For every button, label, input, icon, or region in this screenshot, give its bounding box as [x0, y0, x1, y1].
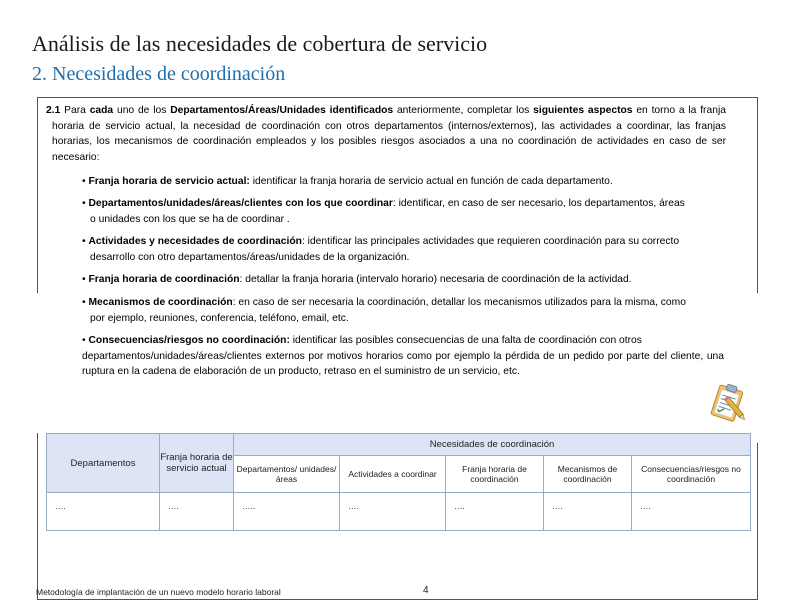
- col-header-franja-actual: Franja horaria de servicio actual: [160, 434, 234, 493]
- list-item: • Departamentos/unidades/áreas/clientes con los que coordinar: identificar, en caso de ser necesario, los departamentos, áreas o unidades con los que se ha de coordinar .: [82, 198, 685, 225]
- subheader-actividades: Actividades a coordinar: [340, 456, 446, 493]
- list-item: • Actividades y necesidades de coordinación: identificar las principales actividades que requieren coordinación para su correcto desarrollo con otro departamentos/áreas/unidades de la organización.: [82, 236, 680, 263]
- intro-bold: cada: [89, 105, 114, 116]
- intro-text: uno de los: [113, 105, 171, 116]
- subheader-departamentos-unidades: Departamentos/ unidades/ áreas: [234, 456, 340, 493]
- intro-text: anteriormente, completar los: [393, 105, 534, 116]
- clipboard-pencil-icon: [705, 380, 751, 426]
- intro-bold: Departamentos/Áreas/Unidades identificados: [170, 105, 394, 116]
- table-cell[interactable]: ….: [632, 493, 751, 531]
- table-cell[interactable]: ….: [446, 493, 544, 531]
- subheader-mecanismos: Mecanismos de coordinación: [544, 456, 632, 493]
- footer-text: Metodología de implantación de un nuevo modelo horario laboral: [36, 587, 281, 597]
- section-subtitle: 2. Necesidades de coordinación: [32, 63, 286, 85]
- col-header-departamentos: Departamentos: [47, 434, 160, 493]
- list-item: • Franja horaria de coordinación: detallar la franja horaria (intervalo horario) necesaria de coordinación de la actividad.: [82, 274, 632, 285]
- table-cell[interactable]: …..: [234, 493, 340, 531]
- intro-text: en torno a la franja horaria de servicio actual, la necesidad de coordinación con otros departamentos (internos/externos), las actividades a coordinar, las franjas horarias, los mecanismos de coordinación empleados y los posibles riesgos asociados a una no coordinación de actividades en caso de ser necesario:: [52, 105, 726, 163]
- table-cell[interactable]: ….: [544, 493, 632, 531]
- intro-text: Para: [60, 105, 90, 116]
- page-title: Análisis de las necesidades de cobertura de servicio: [32, 31, 488, 56]
- table-cell[interactable]: ….: [160, 493, 234, 531]
- list-item: • Mecanismos de coordinación: en caso de ser necesaria la coordinación, detallar los mecanismos utilizados para la misma, como por ejemplo, reuniones, conferencia, teléfono, email, etc.: [82, 297, 686, 324]
- coordination-table: [46, 433, 751, 531]
- list-item: • Consecuencias/riesgos no coordinación: identificar las posibles consecuencias de una falta de coordinación con otros departamentos/unidades/áreas/clientes externos por motivos horarios como por ejemplo la pérdida de un pedido por parte del cliente, una ruptura en la cadena de elaboración de un producto, retraso en el suministro de un servicio, etc.: [82, 335, 724, 378]
- subheader-franja-coordinacion: Franja horaria de coordinación: [446, 456, 544, 493]
- col-header-necesidades: Necesidades de coordinación: [234, 434, 751, 456]
- page-number: 4: [423, 585, 429, 596]
- intro-paragraph: [46, 103, 726, 165]
- intro-number: 2.1: [46, 105, 61, 116]
- list-item: • Franja horaria de servicio actual: identificar la franja horaria de servicio actual en función de cada departamento.: [82, 176, 613, 187]
- table-row: [47, 493, 751, 531]
- intro-bold: siguientes aspectos: [533, 105, 633, 116]
- table-cell[interactable]: ….: [340, 493, 446, 531]
- subheader-consecuencias: Consecuencias/riesgos no coordinación: [632, 456, 751, 493]
- table-cell[interactable]: ….: [47, 493, 160, 531]
